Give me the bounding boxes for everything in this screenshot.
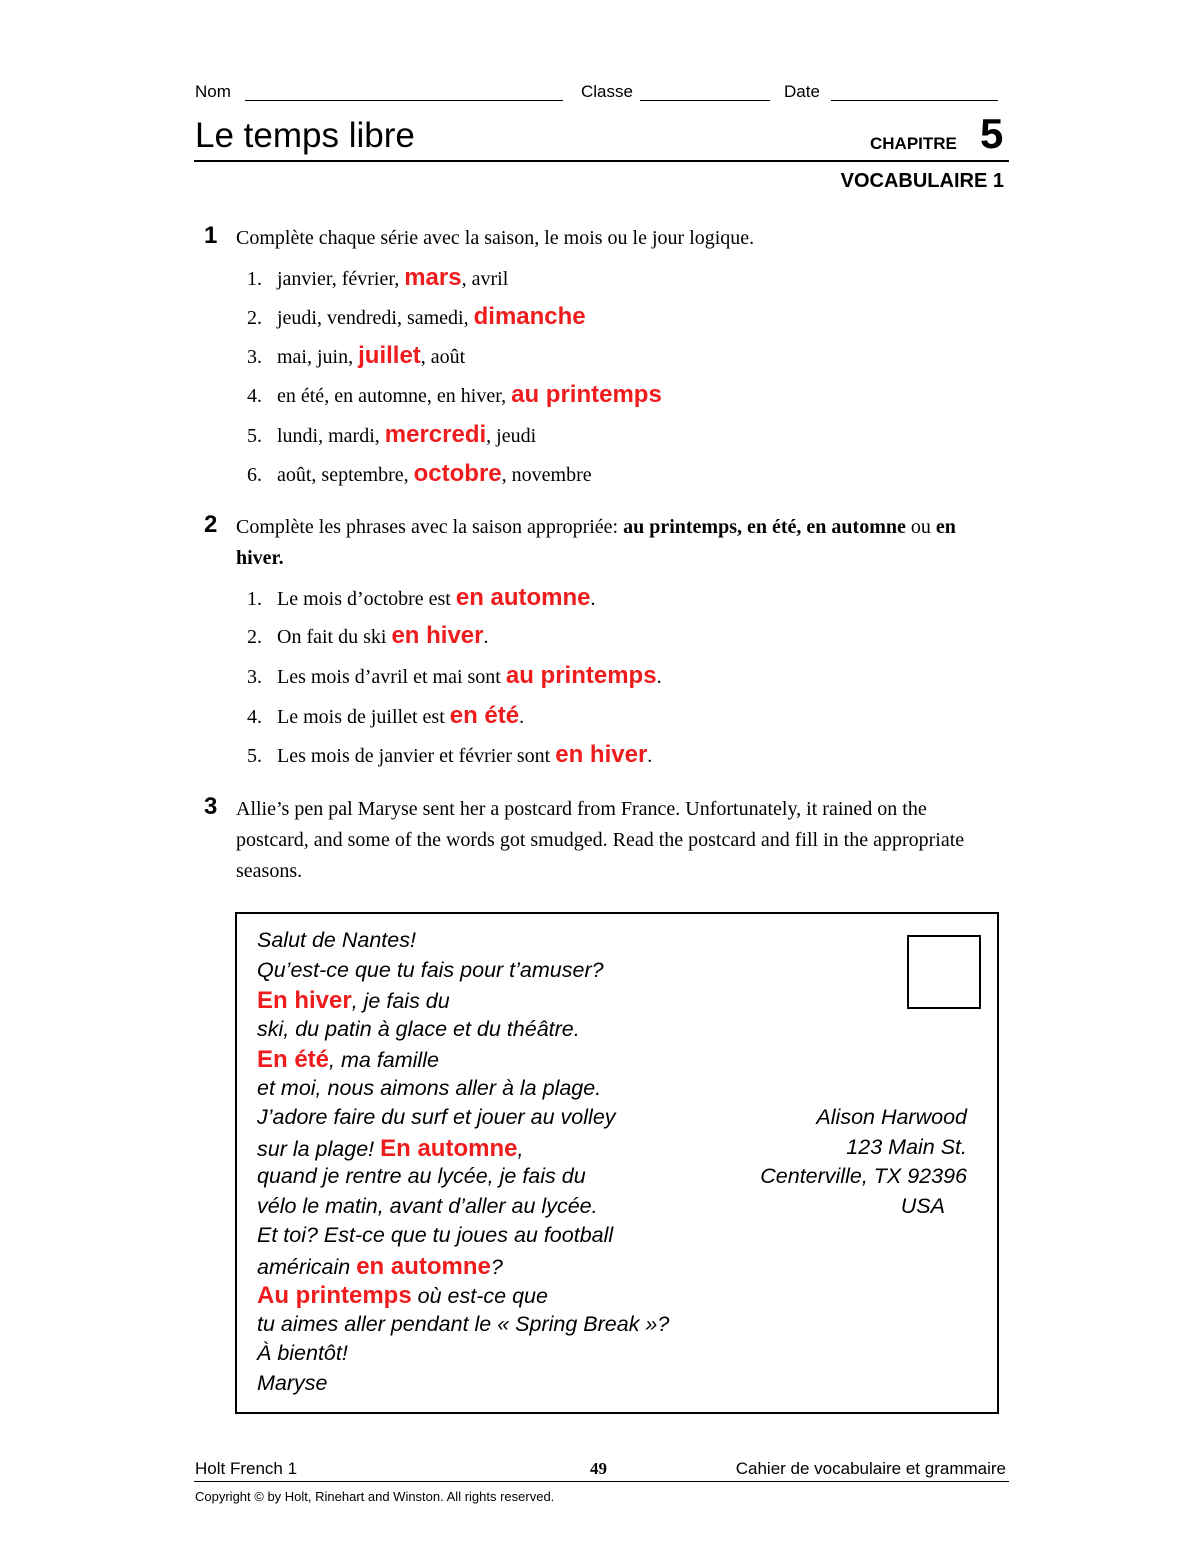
ex2-instr-start: Complète les phrases avec la saison appropriée: <box>236 516 619 538</box>
postcard-line <box>257 1341 348 1366</box>
postcard-text-after: , je fais du <box>351 989 450 1013</box>
classe-field[interactable] <box>640 100 770 101</box>
exercise-1-instruction: Complète chaque série avec la saison, le mois ou le jour logique. <box>236 227 755 249</box>
postcard-text-after: , <box>517 1136 524 1161</box>
section-label: VOCABULAIRE 1 <box>840 170 1004 192</box>
footer-rule <box>194 1481 1009 1482</box>
nom-field[interactable] <box>245 100 563 101</box>
item-text: jeudi, vendredi, samedi, <box>277 307 469 329</box>
postcard-text: sur la plage! <box>257 1136 375 1161</box>
footer-book: Holt French 1 <box>195 1459 298 1478</box>
item-number: 1. <box>247 588 262 610</box>
list-item <box>247 622 488 650</box>
chapter-label: CHAPITRE <box>870 134 957 153</box>
answer: dimanche <box>473 303 586 330</box>
item-text: janvier, février, <box>277 268 400 290</box>
postcard-line <box>257 958 604 983</box>
answer: En été <box>257 1046 330 1073</box>
item-text-after: . <box>647 745 653 767</box>
ex2-instr-seasons: au printemps, en été, en automne <box>623 516 906 538</box>
item-number: 6. <box>247 464 262 486</box>
postcard-line <box>257 1135 523 1163</box>
ex2-instr-hiver: en hiver. <box>236 516 956 569</box>
postcard-line <box>257 987 450 1015</box>
postcard-text: quand je rentre au lycée, je fais du <box>257 1164 586 1188</box>
page-title: Le temps libre <box>195 116 415 155</box>
item-number: 2. <box>247 307 262 329</box>
item-text: Les mois de janvier et février sont <box>277 745 551 767</box>
date-field[interactable] <box>831 100 998 101</box>
postcard-line <box>257 1105 616 1130</box>
item-number: 1. <box>247 268 262 290</box>
postcard-text: vélo le matin, avant d’aller au lycée. <box>257 1193 598 1218</box>
exercise-3-number: 3 <box>204 793 218 820</box>
item-text-after: . <box>656 666 662 688</box>
list-item <box>247 741 652 769</box>
exercise-1-number: 1 <box>204 222 218 249</box>
classe-label: Classe <box>581 82 633 101</box>
postcard-text: Et toi? Est-ce que tu joues au football <box>257 1223 614 1247</box>
item-text-after: , avril <box>461 268 509 290</box>
list-item <box>247 662 662 690</box>
postcard-text: tu aimes aller pendant le « Spring Break »? <box>257 1311 670 1336</box>
postcard-line <box>257 1046 439 1074</box>
exercise-2-instruction <box>236 512 996 574</box>
postcard-line <box>257 1164 586 1189</box>
answer: Au printemps <box>257 1282 412 1309</box>
postcard-text: J’adore faire du surf et jouer au volley <box>257 1105 616 1129</box>
list-item <box>247 342 465 370</box>
item-text-after: . <box>519 706 525 728</box>
postcard-text: À bientôt! <box>257 1341 348 1365</box>
postcard-text: ski, du patin à glace et du théâtre. <box>257 1016 580 1041</box>
list-item <box>247 421 536 449</box>
postcard-text-after: où est-ce que <box>417 1284 548 1308</box>
answer: en hiver <box>555 741 648 768</box>
address-line: Alison Harwood <box>816 1105 967 1129</box>
item-text: On fait du ski <box>277 626 387 648</box>
answer: en hiver <box>391 622 484 649</box>
page-number: 49 <box>590 1459 607 1478</box>
answer: au printemps <box>505 662 657 689</box>
item-text-after: . <box>590 588 596 610</box>
list-item <box>247 303 586 331</box>
copyright: Copyright © by Holt, Rinehart and Winston. All rights reserved. <box>195 1489 555 1504</box>
item-text: Le mois d’octobre est <box>277 588 451 610</box>
item-number: 2. <box>247 626 262 648</box>
answer: en automne <box>356 1252 491 1280</box>
list-item <box>247 584 596 612</box>
item-text: mai, juin, <box>277 346 354 368</box>
postcard-line <box>257 1253 503 1281</box>
answer: juillet <box>358 342 421 369</box>
answer: mercredi <box>384 421 487 448</box>
address-line: USA <box>900 1193 945 1218</box>
address-line: Centerville, TX 92396 <box>760 1164 967 1188</box>
address-line: 123 Main St. <box>846 1134 967 1159</box>
list-item <box>247 381 662 409</box>
item-number: 3. <box>247 666 262 688</box>
answer: En hiver <box>257 987 352 1014</box>
postcard-line <box>257 1194 598 1219</box>
postcard-text: Salut de Nantes! <box>257 928 416 952</box>
list-item <box>247 460 592 488</box>
postcard-text-after: , ma famille <box>329 1048 439 1072</box>
exercise-3-instruction: Allie’s pen pal Maryse sent her a postcard from France. Unfortunately, it rained on the postcard, and some of the words got smudged. Read the postcard and fill in the appropriate seasons. <box>236 798 965 882</box>
exercise-2-number: 2 <box>204 511 218 538</box>
item-text: lundi, mardi, <box>277 425 380 447</box>
stamp-box <box>907 935 981 1009</box>
postcard-text-after: ? <box>490 1254 503 1279</box>
date-label: Date <box>784 82 820 101</box>
postcard-text: et moi, nous aimons aller à la plage. <box>257 1075 602 1100</box>
chapter-number: 5 <box>980 110 1004 157</box>
answer: au printemps <box>511 381 662 408</box>
title-rule <box>194 160 1009 162</box>
postcard-line <box>257 1371 327 1396</box>
postcard-text: américain <box>257 1254 351 1279</box>
item-text: en été, en automne, en hiver, <box>277 385 507 407</box>
ex2-instr-ou: ou <box>910 516 931 538</box>
item-text: Le mois de juillet est <box>277 706 445 728</box>
item-number: 5. <box>247 745 262 767</box>
item-text-after: , jeudi <box>486 425 537 447</box>
answer: En automne <box>380 1134 518 1162</box>
item-text-after: . <box>483 626 489 648</box>
item-number: 5. <box>247 425 262 447</box>
answer: en automne <box>455 584 591 611</box>
item-text: août, septembre, <box>277 464 409 486</box>
postcard-text: Maryse <box>257 1370 328 1395</box>
item-number: 4. <box>247 385 262 407</box>
list-item <box>247 702 524 730</box>
postcard-line <box>257 1282 548 1310</box>
postcard-line <box>257 1017 580 1042</box>
footer-workbook: Cahier de vocabulaire et grammaire <box>735 1459 1006 1478</box>
postcard-line <box>257 1223 613 1248</box>
list-item <box>247 264 508 292</box>
answer: octobre <box>413 460 502 487</box>
answer: en été <box>449 702 520 729</box>
item-text: Les mois d’avril et mai sont <box>277 666 501 688</box>
nom-label: Nom <box>195 82 231 101</box>
item-text-after: , août <box>420 346 466 368</box>
postcard-text: Qu’est-ce que tu fais pour t’amuser? <box>257 957 604 982</box>
postcard-line <box>257 1312 669 1337</box>
postcard-line <box>257 928 416 953</box>
item-text-after: , novembre <box>501 464 592 486</box>
item-number: 3. <box>247 346 262 368</box>
postcard-line <box>257 1076 601 1101</box>
item-number: 4. <box>247 706 262 728</box>
answer: mars <box>404 264 462 291</box>
